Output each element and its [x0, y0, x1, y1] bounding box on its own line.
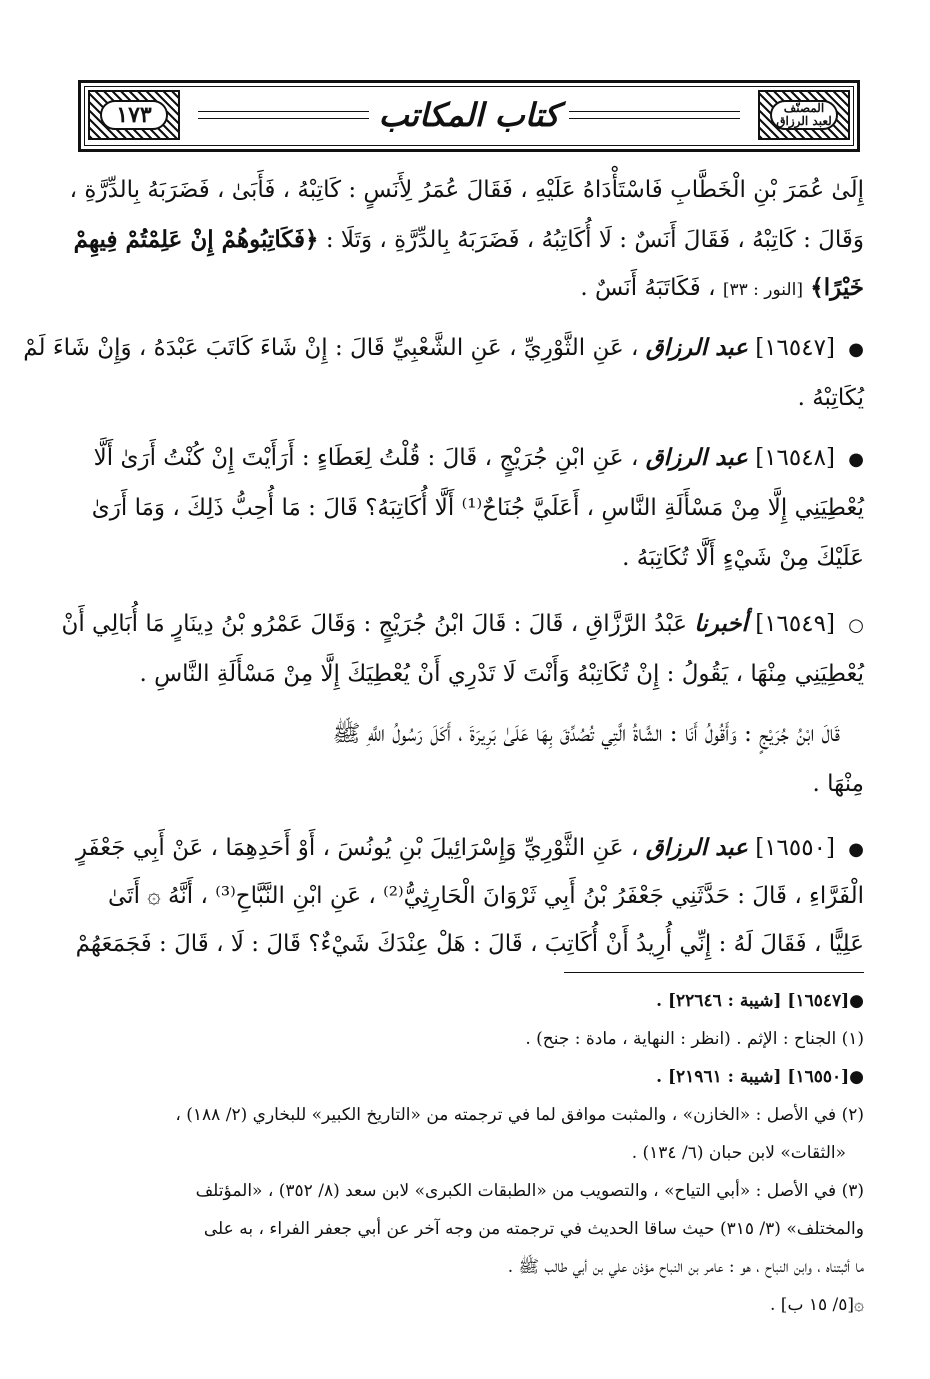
quran-reference: [النور : ٣٣]: [722, 280, 803, 300]
book-title: كتاب المكاتب: [378, 96, 560, 134]
bullet-icon: ●: [848, 839, 864, 860]
circle-icon: ○: [848, 615, 864, 636]
hadith-16548-line3: عَلَيْكَ مِنْ شَيْءٍ أَلَّا تُكَاتِبَهُ .: [622, 545, 864, 571]
footnote-1: (١) الجناح : الإثم . (انظر : النهاية ، مادة : جنح) .: [525, 1029, 864, 1049]
footnote-3-line2: والمختلف» (٣/ ٣١٥) حيث ساقا الحديث في ترجمته من وجه آخر عن أبي جعفر الفراء ، به على: [203, 1219, 864, 1239]
quran-verse: ﴿فَكَاتِبُوهُمْ إِنْ عَلِمْتُمْ فِيهِمْ: [73, 226, 319, 253]
hadith-number: [١٦٥٤٩]: [755, 611, 835, 637]
text-line: إِلَىٰ عُمَرَ بْنِ الْخَطَّابِ فَاسْتَأْدَاهُ عَلَيْهِ ، فَقَالَ عُمَرُ لِأَنَسٍ : كَاتِبْهُ ، فَأَبَىٰ ، فَضَرَبَهُ بِالدِّرَّةِ ،: [69, 177, 864, 203]
hadith-16549-line1: ○ [١٦٥٤٩] أخبرنا عَبْدُ الرَّزَّاقِ ، قَالَ : قَالَ ابْنُ جُرَيْجٍ : وَقَالَ عَمْرُو بْنُ دِينَارٍ مَا أُبَالِي أَنْ: [61, 606, 864, 642]
footnote-ref-16550: ●[١٦٥٥٠] [شيبة : ٢١٩٦١] .: [656, 1067, 864, 1087]
footnote-2-line2: «الثقات» لابن حبان (٦/ ١٣٤) .: [631, 1143, 846, 1163]
quran-verse: خَيْرًا﴾: [810, 274, 864, 301]
ornament-divider: [569, 111, 740, 119]
page-header: [78, 80, 860, 152]
hadith-16547-line1: ● [١٦٥٤٧] عبد الرزاق ، عَنِ الثَّوْرِيِّ ، عَنِ الشَّعْبِيِّ قَالَ : إِنْ شَاءَ كَاتَبَ عَبْدَهُ ، وَإِنْ شَاءَ لَمْ: [23, 330, 864, 366]
footnote-2-line1: (٢) في الأصل : «الخازن» ، والمثبت موافق لما في ترجمته من «التاريخ الكبير» للبخاري (٢/ ١٨٨) ،: [175, 1105, 864, 1125]
text-line: وَقَالَ : كَاتِبْهُ ، فَقَالَ أَنَسٌ : لَا أُكَاتِبُهُ ، فَضَرَبَهُ بِالدِّرَّةِ ، وَتَلَا : ﴿فَكَاتِبُوهُمْ إِنْ عَلِمْتُمْ فِيهِمْ: [73, 226, 864, 253]
text-line: خَيْرًا﴾ [النور : ٣٣] ، فَكَاتَبَهُ أَنَسٌ .: [580, 274, 864, 301]
hadith-16550-line1: ● [١٦٥٥٠] عبد الرزاق ، عَنِ الثَّوْرِيِّ وَإِسْرَائِيلَ بْنِ يُونُسَ ، أَوْ أَحَدِهِمَا ، عَنْ أَبِي جَعْفَرٍ: [76, 830, 864, 866]
hadith-16548-line1: ● [١٦٥٤٨] عبد الرزاق ، عَنِ ابْنِ جُرَيْجٍ ، قَالَ : قُلْتُ لِعَطَاءٍ : أَرَأَيْتَ إِنْ كُنْتُ أَرَىٰ أَلَّا: [94, 440, 864, 476]
narrator-name: أخبرنا: [694, 610, 748, 637]
ornament-divider: [198, 111, 369, 119]
hadith-number: [١٦٥٤٨]: [755, 445, 835, 471]
hadith-16549-line3: قَالَ ابْنُ جُرَيْجٍ : وَأَقُولُ أَنَا : الشَّاةُ الَّتِي تُصُدِّقَ بِهَا عَلَىٰ بَرِيرَةَ ، أَكَلَ رَسُولُ اللَّهِ ﷺ: [332, 721, 840, 747]
footnote-ref-16547: ●[١٦٥٤٧] [شيبة : ٢٢٦٤٦] .: [656, 991, 864, 1011]
bullet-icon: ●: [848, 339, 864, 360]
hadith-number: [١٦٥٤٧]: [755, 335, 835, 361]
bullet-icon: ●: [848, 449, 864, 470]
hadith-16550-line3: عَلِيًّا ، فَقَالَ لَهُ : إِنِّي أُرِيدُ أَنْ أُكَاتِبَ ، قَالَ : هَلْ عِنْدَكَ شَيْءٌ؟ قَالَ : لَا ، قَالَ : فَجَمَعَهُمْ: [75, 931, 864, 957]
footnote-divider: [564, 972, 864, 973]
narrator-name: عبد الرزاق: [645, 834, 748, 861]
page-number-box: [88, 90, 180, 140]
hadith-16549-line2: يُعْطِيَنِي مِنْهَا ، يَقُولُ : إِنْ تُكَاتِبْهُ وَأَنْتَ لَا تَدْرِي أَنْ يُعْطِيَكَ إِلَّا مِنْ مَسْأَلَةِ النَّاسِ .: [139, 661, 864, 687]
narrator-name: عبد الرزاق: [645, 444, 748, 471]
folio-reference: ۞[٥/ ١٥ ب] .: [770, 1295, 864, 1315]
hadith-16549-line4: مِنْهَا .: [812, 771, 864, 797]
footnote-3-line3: ما أثبتناه ، وابن النباح ، هو : عامر بن النباح مؤذن علي بن أبي طالب ﷺ .: [507, 1257, 864, 1277]
hadith-16547-line2: يُكَاتِبْهُ .: [797, 385, 864, 411]
page-number: ١٧٣: [116, 102, 152, 128]
book-logo: المصنّف لعبد الرزاق: [776, 101, 832, 128]
narrator-name: عبد الرزاق: [645, 334, 748, 361]
title-band: [188, 94, 750, 136]
book-logo-box: [758, 90, 850, 140]
hadith-number: [١٦٥٥٠]: [755, 835, 835, 861]
hadith-16550-line2: الْفَرَّاءِ ، قَالَ : حَدَّثَنِي جَعْفَرُ بْنُ أَبِي ثَرْوَانَ الْحَارِثِيُّ⁽²⁾ ، عَنِ ابْنِ النَّبَّاحِ⁽³⁾ ، أَنَّهُ ۞ أَتَىٰ: [108, 883, 864, 909]
hadith-16548-line2: يُعْطِيَنِي إِلَّا مِنْ مَسْأَلَةِ النَّاسِ ، أَعَلَيَّ جُنَاحٌ⁽¹⁾ أَلَّا أُكَاتِبَهُ؟ قَالَ : مَا أُحِبُّ ذَلِكَ ، وَمَا أَرَىٰ: [91, 495, 864, 521]
footnote-3-line1: (٣) في الأصل : «أبي التياح» ، والتصويب من «الطبقات الكبرى» لابن سعد (٨/ ٣٥٢) ، «المؤتلف: [195, 1181, 864, 1201]
